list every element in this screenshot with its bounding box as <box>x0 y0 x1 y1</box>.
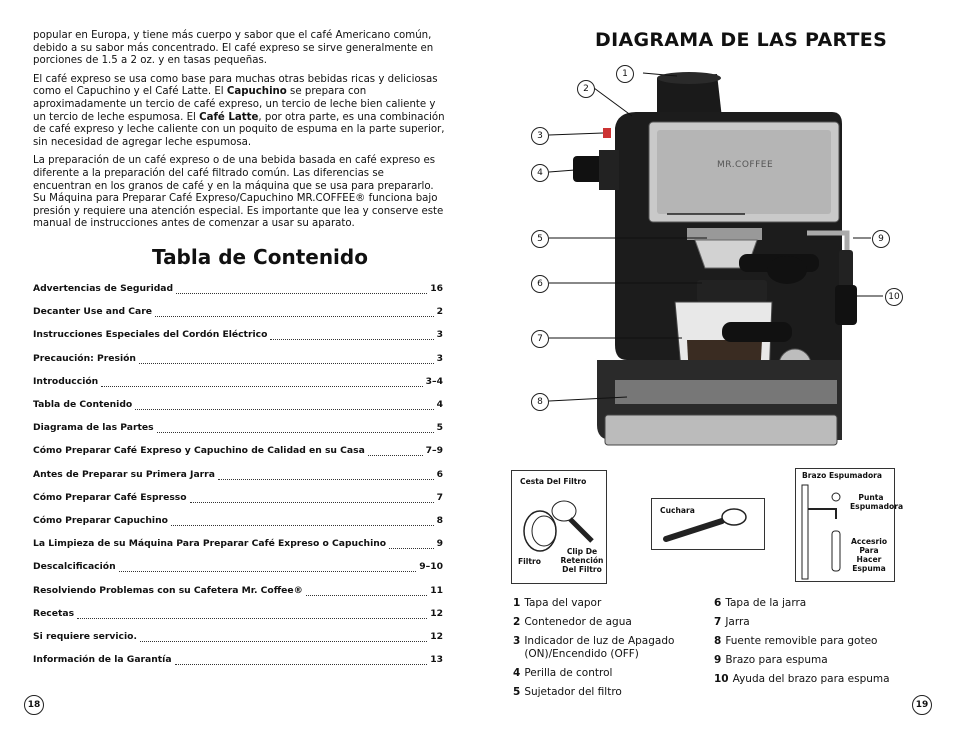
legend-number: 4 <box>513 667 521 679</box>
legend-number: 10 <box>714 673 729 685</box>
toc-entry-leader <box>175 654 428 665</box>
toc-entry-label: Precaución: Presión <box>33 352 136 364</box>
toc-entry-label: Cómo Preparar Capuchino <box>33 515 168 526</box>
toc-entry-label: Descalcificación <box>33 561 116 573</box>
toc-entry-label: Antes de Preparar su Primera Jarra <box>33 468 215 480</box>
legend-number: 6 <box>714 597 722 609</box>
intro-text <box>33 30 445 237</box>
legend-text: Indicador de luz de Apagado (ON)/Encendido (OFF) <box>524 635 675 660</box>
legend-number: 7 <box>714 616 722 628</box>
legend-text: Brazo para espuma <box>725 654 828 666</box>
toc-entry <box>33 535 443 549</box>
legend-text: Perilla de control <box>524 667 613 679</box>
intro-paragraph-1: popular en Europa, y tiene más cuerpo y sabor que el café Americano común, debido a su sabor más concentrado. El café expreso se sirve generalmente en porciones de 1.5 a 2 oz. y en tasas pequeñas. <box>33 30 434 67</box>
toc-entry-leader <box>155 306 434 317</box>
toc-entry-leader <box>140 631 427 642</box>
toc-title: Tabla de Contenido <box>152 245 368 269</box>
toc-entry <box>33 466 443 480</box>
toc-entry <box>33 396 443 410</box>
toc-entry-label: Información de la Garantía <box>33 654 172 666</box>
legend-number: 9 <box>714 654 722 666</box>
toc-entry-page: 13 <box>430 654 443 666</box>
legend-number: 8 <box>714 635 722 647</box>
toc-entry-leader <box>270 329 433 340</box>
toc-entry <box>33 303 443 317</box>
callout-3: 3 <box>531 127 549 145</box>
toc-entry-page: 9 <box>436 538 443 550</box>
frother-tip-label: Punta Espumadora <box>850 493 904 511</box>
callout-5: 5 <box>531 230 549 248</box>
callout-7: 7 <box>531 330 549 348</box>
toc-entry-leader <box>306 585 427 596</box>
legend-number: 5 <box>513 686 521 698</box>
brand-logo: MR.COFFEE <box>717 160 774 170</box>
toc-entry-label: Advertencias de Seguridad <box>33 283 174 294</box>
intro-paragraph-2: El café expreso se usa como base para muchas otras bebidas ricas y deliciosas como el Capuchino y el Café Latte. El Capuchino se prepara con aproximadamente un tercio de café expreso, un tercio de leche bien caliente y un tercio de leche espumosa. El Café Latte, por otra parte, es una combinación de café expreso y leche caliente con un poquito de espuma en la parte superior, sin necesidad de agregar leche espumosa. <box>33 73 445 148</box>
toc-entry-page: 7–9 <box>425 445 443 457</box>
toc-entry <box>33 628 443 642</box>
toc-entry-leader <box>218 469 434 480</box>
legend-item <box>513 616 693 629</box>
callout-4: 4 <box>531 164 549 182</box>
toc-entry <box>33 419 443 433</box>
legend-text: Sujetador del filtro <box>524 686 622 698</box>
toc-entry <box>33 280 443 294</box>
toc-entry-page: 5 <box>436 422 443 434</box>
toc-entry-leader <box>190 492 434 503</box>
toc-entry-page: 3 <box>436 329 443 341</box>
legend-right <box>714 597 914 692</box>
callout-10: 10 <box>885 288 903 306</box>
frother-accessory-label: Accesrio Para Hacer Espuma <box>850 537 888 573</box>
legend-item <box>513 635 693 661</box>
toc-entry-label: Si requiere servicio. <box>33 631 137 642</box>
toc-entry <box>33 605 443 619</box>
toc-entry <box>33 442 443 456</box>
toc-entry-page: 6 <box>436 468 443 480</box>
toc-entry <box>33 373 443 387</box>
toc-entry-label: Cómo Preparar Café Expreso y Capuchino de Calidad en su Casa <box>33 445 365 457</box>
toc-entry-leader <box>368 445 423 456</box>
legend-number: 2 <box>513 616 521 628</box>
frother-title: Brazo Espumadora <box>802 471 883 480</box>
toc-entry-label: Instrucciones Especiales del Cordón Eléctrico <box>33 329 268 341</box>
legend-left <box>513 597 693 705</box>
toc-entry <box>33 512 443 526</box>
toc-entry-leader <box>101 376 422 387</box>
toc-entry-label: Decanter Use and Care <box>33 306 152 318</box>
toc-entry-page: 3–4 <box>425 375 443 387</box>
toc-entry <box>33 651 443 665</box>
toc-entry-page: 9–10 <box>419 561 443 573</box>
filter-clip-label: Clip De Retención Del Filtro <box>560 547 604 574</box>
callout-6: 6 <box>531 275 549 293</box>
callout-2: 2 <box>577 80 595 98</box>
toc-entry-leader <box>139 353 434 364</box>
toc-entry-label: Tabla de Contenido <box>33 399 133 410</box>
toc-entry-leader <box>389 538 434 549</box>
legend-text: Jarra <box>725 616 750 628</box>
toc-entry-page: 4 <box>436 399 443 410</box>
legend-item <box>714 654 914 667</box>
callout-9: 9 <box>872 230 890 248</box>
frother-inset <box>795 468 904 582</box>
legend-item <box>714 597 914 610</box>
toc-entry-leader <box>119 561 417 572</box>
legend-item <box>714 635 914 648</box>
toc-entry <box>33 350 443 364</box>
legend-number: 1 <box>513 597 521 609</box>
legend-number: 3 <box>513 635 521 647</box>
toc-entry-page: 7 <box>436 491 443 503</box>
toc-entry-page: 8 <box>436 515 443 526</box>
legend-item <box>513 686 693 699</box>
toc-entry-leader <box>77 608 427 619</box>
legend-item <box>513 667 693 680</box>
legend-text: Fuente removible para goteo <box>725 635 878 647</box>
legend-text: Tapa de la jarra <box>725 597 807 609</box>
toc-entry-page: 2 <box>436 306 443 318</box>
legend-text: Contenedor de agua <box>524 616 632 628</box>
toc-entry-leader <box>176 283 427 294</box>
toc-entry <box>33 582 443 596</box>
spoon-title: Cuchara <box>660 506 695 515</box>
toc-entry-label: La Limpieza de su Máquina Para Preparar Café Expreso o Capuchino <box>33 538 387 550</box>
filter-label: Filtro <box>518 557 541 566</box>
page-number: 18 <box>24 695 44 715</box>
toc-entry-leader <box>171 515 434 526</box>
legend-item <box>714 616 914 629</box>
spoon-icon <box>652 499 764 549</box>
toc-entry <box>33 326 443 340</box>
toc-entry-page: 12 <box>430 607 443 619</box>
toc-entry-label: Diagrama de las Partes <box>33 422 154 434</box>
page-number: 19 <box>912 695 932 715</box>
toc-entry-leader <box>135 399 433 410</box>
spoon-inset <box>651 498 765 550</box>
right-page <box>477 0 954 738</box>
legend-text: Ayuda del brazo para espuma <box>732 673 890 685</box>
toc-entry-page: 12 <box>430 631 443 642</box>
toc-entry-label: Introducción <box>33 375 99 387</box>
toc-entry-label: Cómo Preparar Café Espresso <box>33 491 187 503</box>
toc-entry <box>33 489 443 503</box>
filter-basket-title: Cesta Del Filtro <box>520 477 587 486</box>
callout-1: 1 <box>616 65 634 83</box>
intro-paragraph-3: La preparación de un café expreso o de una bebida basada en café expreso es diferente a la preparación del café filtrado común. Las diferencias se encuentran en los granos de café y en la máquina que se usa para prepararlo. Su Máquina para Preparar Café Expreso/Capuchino MR.COFFEE® funciona bajo presión y requiere una atención especial. Es importante que lea y conserve este manual de instrucciones antes de comenzar a usar su aparato. <box>33 155 444 230</box>
toc-entry-page: 3 <box>436 352 443 364</box>
toc-entry <box>33 558 443 572</box>
toc-entry-label: Recetas <box>33 607 75 619</box>
toc-entry-leader <box>157 422 434 433</box>
toc-entry-label: Resolviendo Problemas con su Cafetera Mr. Coffee® <box>33 584 303 596</box>
filter-basket-inset <box>511 470 607 584</box>
toc-entry-page: 11 <box>430 584 443 596</box>
legend-item <box>513 597 693 610</box>
diagram-title: DIAGRAMA DE LAS PARTES <box>595 29 888 51</box>
toc-entry-page: 16 <box>430 283 443 294</box>
legend-text: Tapa del vapor <box>524 597 602 609</box>
callout-8: 8 <box>531 393 549 411</box>
legend-item <box>714 673 914 686</box>
